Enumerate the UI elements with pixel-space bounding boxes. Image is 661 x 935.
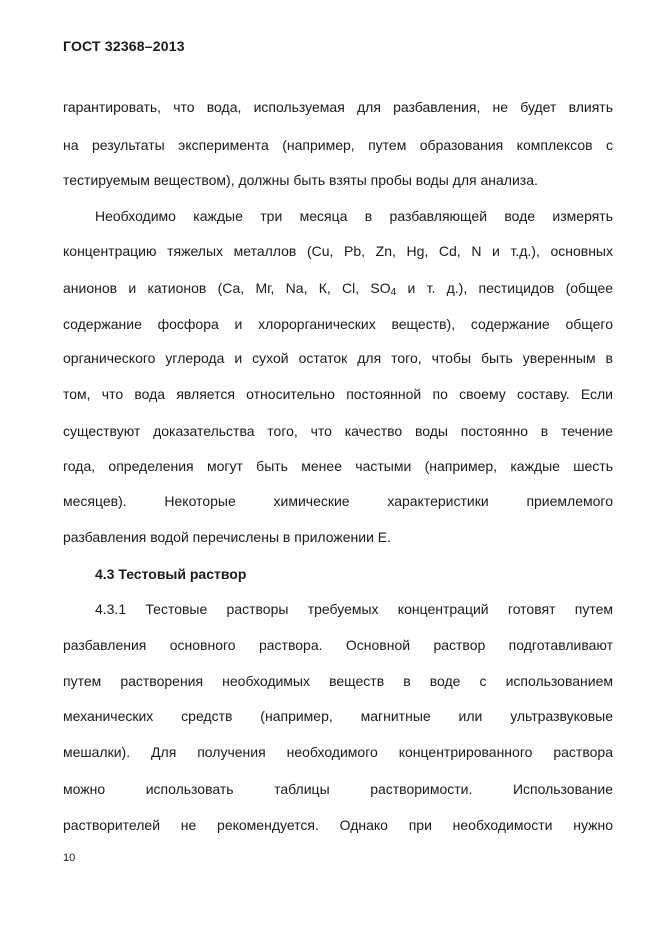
text-line: тестируемым веществом), должны быть взяты пробы воды для анализа. <box>63 172 538 188</box>
text-line: гарантировать, что вода, используемая для разбавления, не будет влиять <box>63 99 613 115</box>
text-line: путем растворения необходимых веществ в воде с использованием <box>63 673 613 689</box>
text-line: органического углерода и сухой остаток для того, чтобы быть уверенным в <box>63 350 613 366</box>
section-heading: 4.3 Тестовый раствор <box>95 566 247 582</box>
text-line: растворителей не рекомендуется. Однако при необходимости нужно <box>63 817 613 833</box>
text-line: разбавления основного раствора. Основной раствор подготавливают <box>63 637 613 653</box>
text-line: мешалки). Для получения необходимого концентрированного раствора <box>63 744 613 760</box>
text-line-with-subscript <box>63 279 613 297</box>
text-line: на результаты эксперимента (например, путем образования комплексов с <box>63 137 613 153</box>
text-line: существуют доказательства того, что качество воды постоянно в течение <box>63 423 613 439</box>
subscript: 4 <box>390 287 397 298</box>
text-line: 4.3.1 Тестовые растворы требуемых концентраций готовят путем <box>95 601 613 617</box>
text-line: том, что вода является относительно постоянной по своему составу. Если <box>63 386 613 402</box>
text-line: механических средств (например, магнитные или ультразвуковые <box>63 708 613 724</box>
text-line: месяцев). Некоторые химические характеристики приемлемого <box>63 493 613 509</box>
text-line: года, определения могут быть менее частыми (например, каждые шесть <box>63 458 613 474</box>
text-line: содержание фосфора и хлорорганических веществ), содержание общего <box>63 316 613 332</box>
text-line: можно использовать таблицы растворимости. Использование <box>63 781 613 797</box>
page-number: 10 <box>63 852 76 864</box>
text-segment: и т. д.), пестицидов (общее <box>396 280 613 296</box>
text-line: разбавления водой перечислены в приложении Е. <box>63 529 392 545</box>
document-header: ГОСТ 32368–2013 <box>63 38 185 54</box>
text-line: концентрацию тяжелых металлов (Cu, Pb, Zn, Hg, Cd, N и т.д.), основных <box>63 243 613 259</box>
text-segment: анионов и катионов (Са, Мг, Na, К, Cl, SO <box>63 280 391 296</box>
text-line: Необходимо каждые три месяца в разбавляющей воде измерять <box>95 208 613 224</box>
